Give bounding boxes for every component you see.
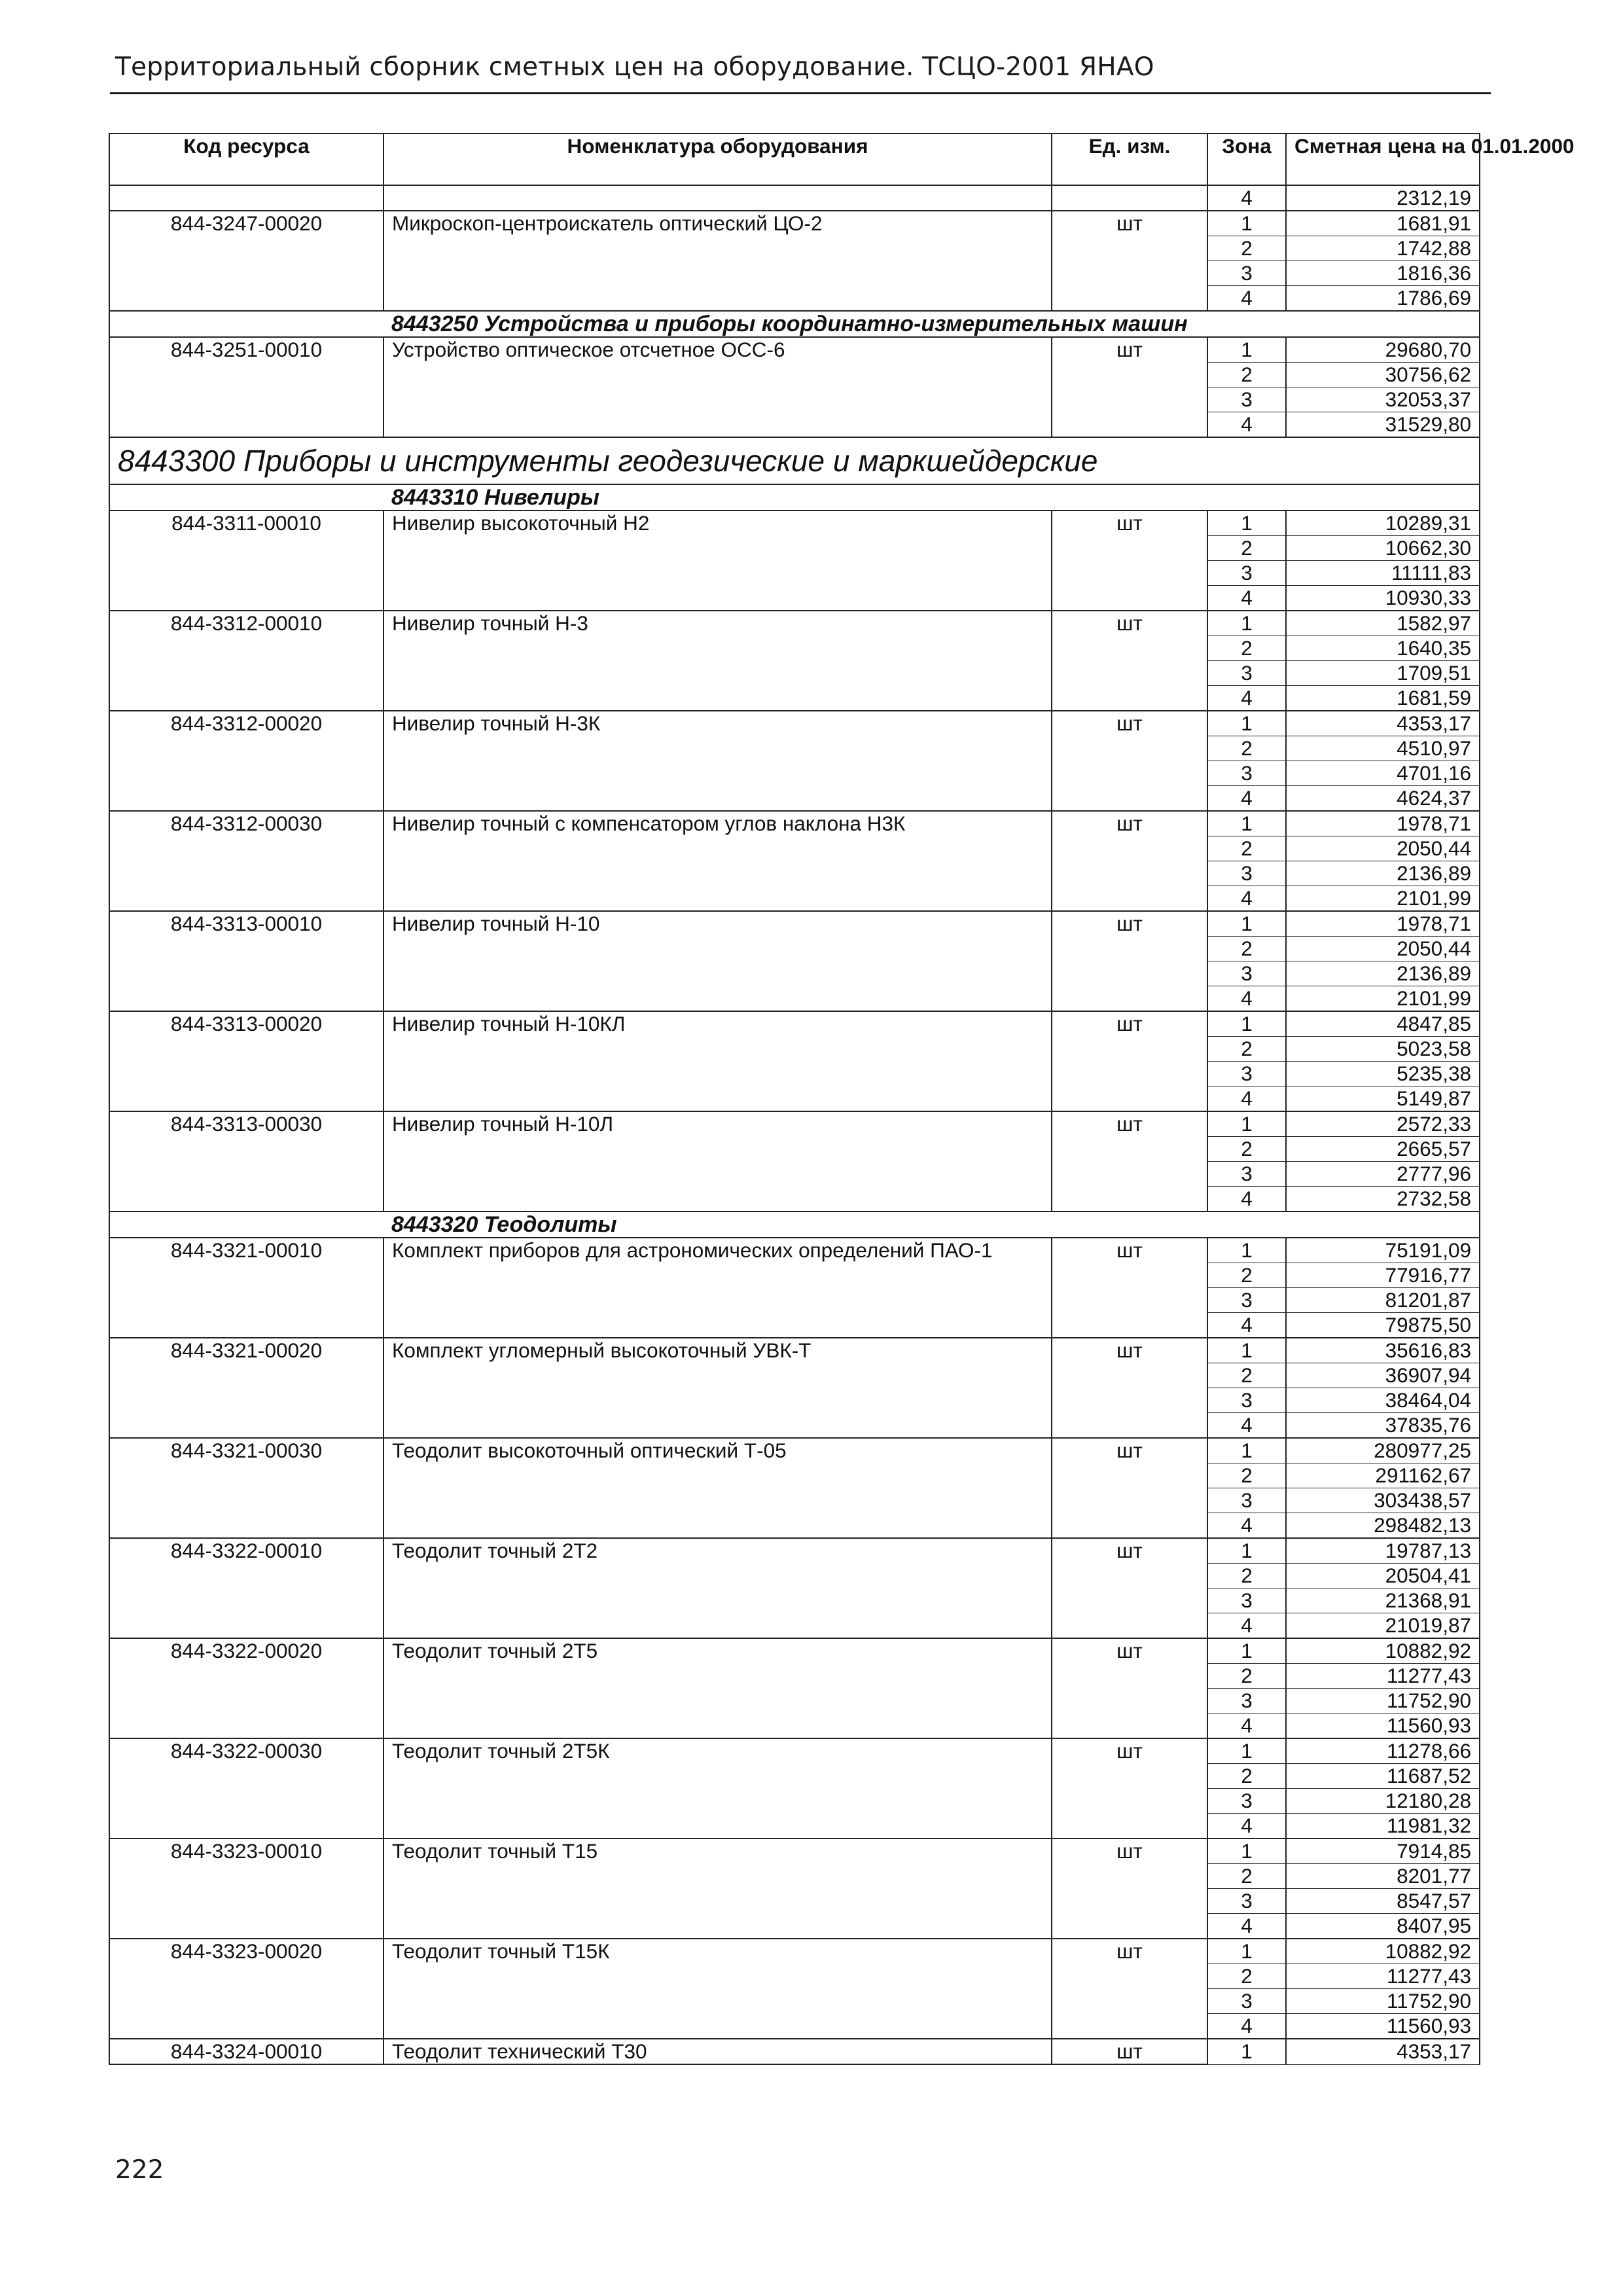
price-cell: 2101,99	[1286, 986, 1480, 1012]
resource-code: 844-3312-00010	[109, 611, 383, 711]
zone-cell: 3	[1207, 1388, 1286, 1413]
table-row	[109, 511, 1480, 536]
table-row	[109, 185, 1480, 211]
zone-cell: 2	[1207, 1037, 1286, 1062]
zone-cell: 2	[1207, 1263, 1286, 1288]
zone-cell: 4	[1207, 2014, 1286, 2039]
unit-of-measure: шт	[1052, 1111, 1207, 1211]
column-header-price: Сметная цена на 01.01.2000	[1286, 134, 1480, 185]
resource-code: 844-3324-00010	[109, 2039, 383, 2064]
zone-cell: 2	[1207, 1463, 1286, 1488]
resource-code: 844-3251-00010	[109, 337, 383, 437]
zone-cell: 3	[1207, 561, 1286, 586]
price-cell: 11560,93	[1286, 1713, 1480, 1739]
table-row	[109, 1939, 1480, 1964]
zone-cell: 3	[1207, 1789, 1286, 1814]
column-header-code: Код ресурса	[109, 134, 383, 185]
resource-code: 844-3322-00020	[109, 1638, 383, 1738]
zone-cell: 3	[1207, 261, 1286, 286]
zone-cell: 1	[1207, 1839, 1286, 1864]
header-row	[109, 134, 1480, 185]
table-row	[109, 911, 1480, 937]
unit-of-measure: шт	[1052, 211, 1207, 311]
zone-cell: 1	[1207, 1738, 1286, 1764]
price-cell: 1681,91	[1286, 211, 1480, 236]
equipment-name: Микроскоп-центроискатель оптический ЦО-2	[383, 211, 1052, 311]
page-header-title: Территориальный сборник сметных цен на оборудование. ТСЦО-2001 ЯНАО	[115, 52, 1154, 82]
price-cell: 36907,94	[1286, 1363, 1480, 1388]
price-cell: 2136,89	[1286, 861, 1480, 886]
zone-cell: 2	[1207, 736, 1286, 761]
column-header-zone: Зона	[1207, 134, 1286, 185]
price-cell: 11687,52	[1286, 1764, 1480, 1789]
zone-cell: 2	[1207, 363, 1286, 387]
equipment-name	[383, 185, 1052, 211]
price-cell: 11981,32	[1286, 1814, 1480, 1839]
table-row	[109, 1538, 1480, 1564]
resource-code: 844-3312-00020	[109, 711, 383, 811]
zone-cell: 2	[1207, 1764, 1286, 1789]
zone-cell: 1	[1207, 511, 1286, 536]
section-title: 8443300 Приборы и инструменты геодезические и маркшейдерские	[109, 437, 1480, 484]
zone-cell: 1	[1207, 911, 1286, 937]
table-row	[109, 1839, 1480, 1864]
price-cell: 2050,44	[1286, 836, 1480, 861]
zone-cell: 4	[1207, 1914, 1286, 1939]
price-cell: 2312,19	[1286, 185, 1480, 211]
price-cell: 4624,37	[1286, 786, 1480, 812]
price-cell: 81201,87	[1286, 1288, 1480, 1313]
resource-code: 844-3247-00020	[109, 211, 383, 311]
price-cell: 11277,43	[1286, 1964, 1480, 1989]
price-cell: 11752,90	[1286, 1689, 1480, 1713]
zone-cell: 1	[1207, 1011, 1286, 1037]
zone-cell: 4	[1207, 886, 1286, 912]
zone-cell: 4	[1207, 1187, 1286, 1212]
zone-cell: 3	[1207, 861, 1286, 886]
unit-of-measure: шт	[1052, 1338, 1207, 1438]
subsection-title: 8443250 Устройства и приборы координатно-измерительных машин	[109, 311, 1480, 337]
price-cell: 79875,50	[1286, 1313, 1480, 1338]
resource-code: 844-3313-00030	[109, 1111, 383, 1211]
resource-code: 844-3322-00010	[109, 1538, 383, 1638]
column-header-name: Номенклатура оборудования	[383, 134, 1052, 185]
zone-cell: 1	[1207, 2039, 1286, 2064]
price-cell: 298482,13	[1286, 1513, 1480, 1539]
equipment-name: Нивелир точный Н-10	[383, 911, 1052, 1011]
price-cell: 20504,41	[1286, 1564, 1480, 1588]
zone-cell: 1	[1207, 1338, 1286, 1363]
unit-of-measure: шт	[1052, 2039, 1207, 2064]
zone-cell: 4	[1207, 1814, 1286, 1839]
subsection-header-row	[109, 1211, 1480, 1238]
equipment-name: Нивелир точный Н-3	[383, 611, 1052, 711]
zone-cell: 4	[1207, 185, 1286, 211]
equipment-name: Теодолит точный 2Т2	[383, 1538, 1052, 1638]
column-header-unit: Ед. изм.	[1052, 134, 1207, 185]
price-cell: 2572,33	[1286, 1111, 1480, 1137]
price-cell: 35616,83	[1286, 1338, 1480, 1363]
table-row	[109, 1338, 1480, 1363]
page-number: 222	[115, 2155, 164, 2185]
equipment-name: Устройство оптическое отсчетное ОСС-6	[383, 337, 1052, 437]
resource-code: 844-3321-00030	[109, 1438, 383, 1538]
zone-cell: 3	[1207, 1288, 1286, 1313]
zone-cell: 4	[1207, 1086, 1286, 1112]
price-cell: 8201,77	[1286, 1864, 1480, 1889]
price-cell: 1742,88	[1286, 236, 1480, 261]
price-cell: 12180,28	[1286, 1789, 1480, 1814]
resource-code: 844-3321-00020	[109, 1338, 383, 1438]
table-row	[109, 1638, 1480, 1664]
price-cell: 5149,87	[1286, 1086, 1480, 1112]
price-cell: 30756,62	[1286, 363, 1480, 387]
subsection-header-row	[109, 484, 1480, 511]
zone-cell: 1	[1207, 1438, 1286, 1463]
unit-of-measure: шт	[1052, 1438, 1207, 1538]
price-cell: 1709,51	[1286, 661, 1480, 686]
unit-of-measure: шт	[1052, 711, 1207, 811]
zone-cell: 2	[1207, 1363, 1286, 1388]
unit-of-measure: шт	[1052, 511, 1207, 611]
equipment-name: Теодолит точный 2Т5	[383, 1638, 1052, 1738]
price-cell: 19787,13	[1286, 1538, 1480, 1564]
price-cell: 8547,57	[1286, 1889, 1480, 1914]
table-row	[109, 2039, 1480, 2064]
zone-cell: 3	[1207, 661, 1286, 686]
price-cell: 11111,83	[1286, 561, 1480, 586]
table-row	[109, 1238, 1480, 1263]
zone-cell: 1	[1207, 611, 1286, 636]
table-header	[109, 134, 1575, 185]
table-row	[109, 1011, 1480, 1037]
unit-of-measure: шт	[1052, 337, 1207, 437]
price-cell: 8407,95	[1286, 1914, 1480, 1939]
price-cell: 29680,70	[1286, 337, 1480, 363]
price-cell: 11278,66	[1286, 1738, 1480, 1764]
zone-cell: 2	[1207, 236, 1286, 261]
zone-cell: 3	[1207, 387, 1286, 412]
price-cell: 31529,80	[1286, 412, 1480, 438]
price-cell: 303438,57	[1286, 1488, 1480, 1513]
table-row	[109, 1438, 1480, 1463]
price-cell: 11560,93	[1286, 2014, 1480, 2039]
price-cell: 280977,25	[1286, 1438, 1480, 1463]
equipment-name: Теодолит точный 2Т5К	[383, 1738, 1052, 1839]
table-row	[109, 1111, 1480, 1137]
zone-cell: 3	[1207, 1588, 1286, 1613]
zone-cell: 1	[1207, 1638, 1286, 1664]
zone-cell: 3	[1207, 1689, 1286, 1713]
price-cell: 4701,16	[1286, 761, 1480, 786]
equipment-name: Нивелир точный Н-10КЛ	[383, 1011, 1052, 1111]
unit-of-measure	[1052, 185, 1207, 211]
equipment-name: Теодолит точный Т15К	[383, 1939, 1052, 2039]
unit-of-measure: шт	[1052, 611, 1207, 711]
price-cell: 4847,85	[1286, 1011, 1480, 1037]
zone-cell: 1	[1207, 1538, 1286, 1564]
subsection-title: 8443320 Теодолиты	[109, 1211, 1480, 1238]
equipment-name: Нивелир высокоточный Н2	[383, 511, 1052, 611]
unit-of-measure: шт	[1052, 811, 1207, 911]
price-cell: 2050,44	[1286, 937, 1480, 961]
zone-cell: 2	[1207, 1664, 1286, 1689]
resource-code: 844-3313-00010	[109, 911, 383, 1011]
equipment-name: Теодолит технический Т30	[383, 2039, 1052, 2064]
price-cell: 5023,58	[1286, 1037, 1480, 1062]
price-cell: 7914,85	[1286, 1839, 1480, 1864]
zone-cell: 4	[1207, 1613, 1286, 1639]
zone-cell: 3	[1207, 1989, 1286, 2014]
price-cell: 1640,35	[1286, 636, 1480, 661]
zone-cell: 3	[1207, 1062, 1286, 1086]
zone-cell: 3	[1207, 1889, 1286, 1914]
equipment-name: Нивелир точный Н-3К	[383, 711, 1052, 811]
price-cell: 2665,57	[1286, 1137, 1480, 1162]
price-cell: 5235,38	[1286, 1062, 1480, 1086]
section-header-row	[109, 437, 1480, 484]
table-body	[109, 185, 1480, 2064]
resource-code: 844-3311-00010	[109, 511, 383, 611]
resource-code: 844-3323-00020	[109, 1939, 383, 2039]
price-cell: 2136,89	[1286, 961, 1480, 986]
zone-cell: 1	[1207, 337, 1286, 363]
zone-cell: 2	[1207, 836, 1286, 861]
zone-cell: 4	[1207, 412, 1286, 438]
price-cell: 11752,90	[1286, 1989, 1480, 2014]
price-cell: 291162,67	[1286, 1463, 1480, 1488]
price-cell: 1681,59	[1286, 686, 1480, 711]
zone-cell: 3	[1207, 1162, 1286, 1187]
resource-code: 844-3313-00020	[109, 1011, 383, 1111]
zone-cell: 2	[1207, 536, 1286, 561]
subsection-header-row	[109, 311, 1480, 337]
price-cell: 1978,71	[1286, 911, 1480, 937]
zone-cell: 1	[1207, 711, 1286, 736]
price-table	[109, 133, 1575, 2065]
price-cell: 10882,92	[1286, 1939, 1480, 1964]
table-row	[109, 337, 1480, 363]
zone-cell: 1	[1207, 811, 1286, 836]
price-cell: 2777,96	[1286, 1162, 1480, 1187]
table-row	[109, 211, 1480, 236]
zone-cell: 3	[1207, 1488, 1286, 1513]
unit-of-measure: шт	[1052, 1011, 1207, 1111]
price-cell: 2732,58	[1286, 1187, 1480, 1212]
resource-code: 844-3322-00030	[109, 1738, 383, 1839]
price-cell: 37835,76	[1286, 1413, 1480, 1439]
unit-of-measure: шт	[1052, 1939, 1207, 2039]
zone-cell: 4	[1207, 786, 1286, 812]
price-cell: 1816,36	[1286, 261, 1480, 286]
price-cell: 77916,77	[1286, 1263, 1480, 1288]
equipment-name: Теодолит точный Т15	[383, 1839, 1052, 1939]
zone-cell: 2	[1207, 1564, 1286, 1588]
price-cell: 4353,17	[1286, 2039, 1480, 2064]
price-cell: 21019,87	[1286, 1613, 1480, 1639]
equipment-name: Нивелир точный с компенсатором углов наклона Н3К	[383, 811, 1052, 911]
equipment-name: Комплект угломерный высокоточный УВК-Т	[383, 1338, 1052, 1438]
unit-of-measure: шт	[1052, 1839, 1207, 1939]
resource-code: 844-3323-00010	[109, 1839, 383, 1939]
zone-cell: 1	[1207, 1939, 1286, 1964]
zone-cell: 2	[1207, 1964, 1286, 1989]
unit-of-measure: шт	[1052, 1238, 1207, 1338]
unit-of-measure: шт	[1052, 911, 1207, 1011]
price-cell: 1786,69	[1286, 286, 1480, 312]
header-rule	[110, 92, 1491, 94]
table-row	[109, 811, 1480, 836]
zone-cell: 4	[1207, 286, 1286, 312]
resource-code: 844-3312-00030	[109, 811, 383, 911]
price-cell: 4353,17	[1286, 711, 1480, 736]
zone-cell: 2	[1207, 937, 1286, 961]
zone-cell: 2	[1207, 1137, 1286, 1162]
zone-cell: 4	[1207, 1713, 1286, 1739]
unit-of-measure: шт	[1052, 1538, 1207, 1638]
equipment-name: Комплект приборов для астрономических определений ПАО-1	[383, 1238, 1052, 1338]
unit-of-measure: шт	[1052, 1638, 1207, 1738]
price-cell: 4510,97	[1286, 736, 1480, 761]
price-cell: 11277,43	[1286, 1664, 1480, 1689]
zone-cell: 4	[1207, 586, 1286, 611]
price-cell: 1582,97	[1286, 611, 1480, 636]
price-cell: 1978,71	[1286, 811, 1480, 836]
zone-cell: 4	[1207, 1513, 1286, 1539]
price-cell: 75191,09	[1286, 1238, 1480, 1263]
zone-cell: 2	[1207, 636, 1286, 661]
zone-cell: 4	[1207, 986, 1286, 1012]
price-cell: 10289,31	[1286, 511, 1480, 536]
zone-cell: 3	[1207, 961, 1286, 986]
zone-cell: 1	[1207, 211, 1286, 236]
zone-cell: 2	[1207, 1864, 1286, 1889]
table-row	[109, 1738, 1480, 1764]
resource-code	[109, 185, 383, 211]
price-cell: 21368,91	[1286, 1588, 1480, 1613]
equipment-name: Теодолит высокоточный оптический Т-05	[383, 1438, 1052, 1538]
price-cell: 10662,30	[1286, 536, 1480, 561]
subsection-title: 8443310 Нивелиры	[109, 484, 1480, 511]
price-cell: 32053,37	[1286, 387, 1480, 412]
zone-cell: 3	[1207, 761, 1286, 786]
zone-cell: 1	[1207, 1238, 1286, 1263]
equipment-name: Нивелир точный Н-10Л	[383, 1111, 1052, 1211]
resource-code: 844-3321-00010	[109, 1238, 383, 1338]
price-cell: 10930,33	[1286, 586, 1480, 611]
zone-cell: 4	[1207, 1413, 1286, 1439]
price-cell: 2101,99	[1286, 886, 1480, 912]
zone-cell: 4	[1207, 1313, 1286, 1338]
zone-cell: 1	[1207, 1111, 1286, 1137]
table-row	[109, 711, 1480, 736]
unit-of-measure: шт	[1052, 1738, 1207, 1839]
table-row	[109, 611, 1480, 636]
price-cell: 10882,92	[1286, 1638, 1480, 1664]
price-cell: 38464,04	[1286, 1388, 1480, 1413]
zone-cell: 4	[1207, 686, 1286, 711]
